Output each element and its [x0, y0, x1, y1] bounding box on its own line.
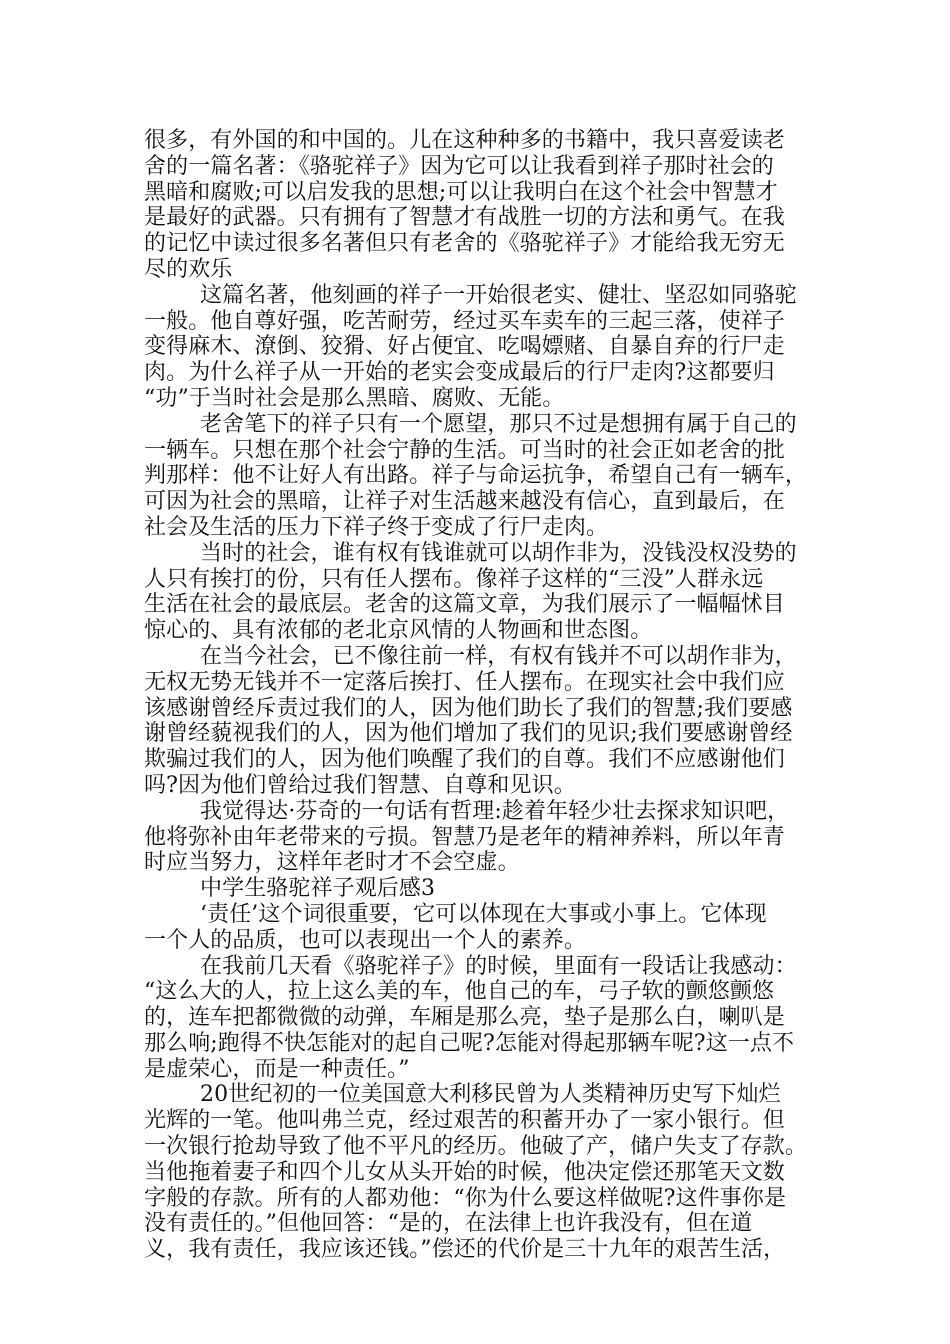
text-line: 惊心的、具有浓郁的老北京风情的人物画和世态图。	[144, 618, 653, 644]
text-line: 时应当努力，这样年老时才不会空虚。	[144, 850, 520, 876]
text-line: 一辆车。只想在那个社会宁静的生活。可当时的社会正如老舍的批	[144, 437, 785, 463]
text-line: 生活在社会的最底层。老舍的这篇文章，为我们展示了一幅幅怵目	[144, 592, 785, 618]
text-line: 义，我有责任，我应该还钱。”偿还的代价是三十九年的艰苦生活，	[144, 1237, 786, 1263]
paragraph-first-line: 这篇名著，他刻画的祥子一开始很老实、健壮、坚忍如同骆驼	[200, 282, 797, 308]
text-line: 一次银行抢劫导致了他不平凡的经历。他破了产，储户失支了存款。	[144, 1134, 808, 1160]
text-line: 的记忆中读过很多名著但只有老舍的《骆驼祥子》才能给我无穷无	[144, 231, 785, 257]
document-body	[144, 128, 824, 1263]
text-line: 那么响;跑得不快怎能对的起自己呢?怎能对得起那辆车呢?这一点不	[144, 1030, 795, 1056]
text-line: 欺骗过我们的人，因为他们唤醒了我们的自尊。我们不应感谢他们	[144, 747, 785, 773]
text-line: 是虚荣心，而是一种责任。”	[144, 1056, 410, 1082]
text-line: 尽的欢乐	[144, 256, 233, 282]
text-line: 判那样：他不让好人有出路。祥子与命运抗争，希望自己有一辆车，	[144, 463, 808, 489]
paragraph-first-line: 在当今社会，已不像往前一样，有权有钱并不可以胡作非为，	[200, 643, 797, 669]
text-line: 光辉的一笔。他叫弗兰克，经过艰苦的积蓄开办了一家小银行。但	[144, 1108, 785, 1134]
text-line: 是最好的武器。只有拥有了智慧才有战胜一切的方法和勇气。在我	[144, 205, 785, 231]
text-line: 的，连车把都微微的动弹，车厢是那么亮，垫子是那么白，喇叭是	[144, 1005, 785, 1031]
paragraph-first-line: 20世纪初的一位美国意大利移民曾为人类精神历史写下灿烂	[200, 1082, 781, 1108]
text-line: 人只有挨打的份，只有任人摆布。像祥子这样的“三没”人群永远	[144, 566, 764, 592]
text-line: “功”于当时社会是那么黑暗、腐败、无能。	[144, 385, 565, 411]
paragraph-first-line: 我觉得达·芬奇的一句话有哲理:趁着年轻少壮去探求知识吧，	[200, 798, 790, 824]
paragraph-first-line: 中学生骆驼祥子观后感3	[200, 876, 436, 902]
text-line: 他将弥补由年老带来的亏损。智慧乃是老年的精神养料，所以年青	[144, 824, 785, 850]
paragraph-first-line: ‘责任’这个词很重要，它可以体现在大事或小事上。它体现	[200, 901, 767, 927]
paragraph-first-line: 在我前几天看《骆驼祥子》的时候，里面有一段话让我感动：	[200, 953, 797, 979]
text-line: 字般的存款。所有的人都劝他：“你为什么要这样做呢?这件事你是	[144, 1185, 787, 1211]
text-line: 没有责任的。”但他回答：“是的，在法律上也许我没有，但在道	[144, 1211, 753, 1237]
text-line: 舍的一篇名著：《骆驼祥子》因为它可以让我看到祥子那时社会的	[144, 153, 774, 179]
text-line: 谢曾经藐视我们的人，因为他们增加了我们的见识;我们要感谢曾经	[144, 721, 793, 747]
text-line: 黑暗和腐败;可以启发我的思想;可以让我明白在这个社会中智慧才	[144, 179, 778, 205]
text-line: 该感谢曾经斥责过我们的人，因为他们助长了我们的智慧;我们要感	[144, 695, 793, 721]
text-line: 可因为社会的黑暗，让祥子对生活越来越没有信心，直到最后，在	[144, 489, 785, 515]
paragraph-first-line: 老舍笔下的祥子只有一个愿望，那只不过是想拥有属于自己的	[200, 411, 797, 437]
text-line: 当他拖着妻子和四个儿女从头开始的时候，他决定偿还那笔天文数	[144, 1159, 785, 1185]
text-line: 一个人的品质，也可以表现出一个人的素养。	[144, 927, 587, 953]
text-line: 无权无势无钱并不一定落后挨打、任人摆布。在现实社会中我们应	[144, 669, 785, 695]
text-line: 吗?因为他们曾给过我们智慧、自尊和见识。	[144, 772, 576, 798]
paragraph-first-line: 当时的社会，谁有权有钱谁就可以胡作非为，没钱没权没势的	[200, 540, 797, 566]
text-line: 很多，有外国的和中国的。儿在这种种多的书籍中，我只喜爱读老	[144, 128, 785, 153]
text-line: 变得麻木、潦倒、狡猾、好占便宜、吃喝嫖赌、自暴自弃的行尸走	[144, 334, 785, 360]
text-line: “这么大的人，拉上这么美的车，他自己的车，弓子软的颤悠颤悠	[144, 979, 775, 1005]
text-line: 肉。为什么祥子从一开始的老实会变成最后的行尸走肉?这都要归	[144, 360, 775, 386]
text-line: 一般。他自尊好强，吃苦耐劳，经过买车卖车的三起三落，使祥子	[144, 308, 785, 334]
text-line: 社会及生活的压力下祥子终于变成了行尸走肉。	[144, 514, 609, 540]
